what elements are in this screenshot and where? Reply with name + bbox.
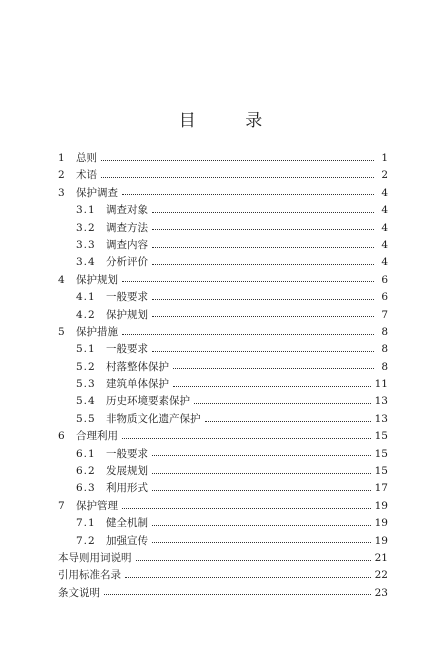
leader-dots	[152, 490, 371, 491]
leader-dots	[104, 594, 371, 595]
toc-label: 村落整体保护	[106, 360, 169, 373]
toc-page-number: 4	[381, 221, 388, 234]
toc-number: 4.2	[76, 308, 96, 321]
toc-label: 保护措施	[76, 325, 118, 338]
leader-dots	[152, 229, 374, 230]
toc-number: 4.1	[76, 291, 96, 304]
toc-subentry[interactable]	[58, 533, 388, 550]
toc-label: 加强宣传	[106, 534, 148, 547]
toc-number: 6.2	[76, 465, 96, 478]
leader-dots	[125, 577, 371, 578]
toc-appendix-entry[interactable]	[58, 585, 388, 602]
toc-page-number: 2	[381, 169, 388, 182]
toc-label: 调查方法	[106, 221, 148, 234]
leader-dots	[152, 299, 374, 300]
toc-number: 5.2	[76, 360, 96, 373]
toc-number: 5.4	[76, 395, 96, 408]
toc-subentry[interactable]	[58, 446, 388, 463]
toc-number: 5.5	[76, 412, 96, 425]
toc-page-number: 4	[381, 238, 388, 251]
toc-subentry[interactable]	[58, 237, 388, 254]
leader-dots	[122, 281, 374, 282]
toc-number: 7.2	[76, 534, 96, 547]
toc-subentry[interactable]	[58, 220, 388, 237]
leader-dots	[205, 421, 371, 422]
leader-dots	[122, 438, 371, 439]
toc-number: 3.1	[76, 204, 96, 217]
toc-label: 发展规划	[106, 465, 148, 478]
leader-dots	[173, 368, 374, 369]
toc-number: 3.2	[76, 221, 96, 234]
toc-label: 一般要求	[106, 291, 148, 304]
toc-page-number: 13	[374, 412, 388, 425]
toc-page-number: 19	[374, 499, 388, 512]
toc-entry[interactable]	[58, 167, 388, 184]
toc-page-number: 8	[381, 360, 388, 373]
toc-label: 建筑单体保护	[106, 378, 169, 391]
toc-label: 保护调查	[76, 186, 118, 199]
toc-page-number: 4	[381, 256, 388, 269]
toc-page-number: 19	[374, 534, 388, 547]
toc-number: 3.3	[76, 238, 96, 251]
toc-appendix-entry[interactable]	[58, 567, 388, 584]
toc-label: 调查对象	[106, 204, 148, 217]
toc-label: 健全机制	[106, 517, 148, 530]
toc-page-number: 6	[381, 291, 388, 304]
toc-page-number: 13	[374, 395, 388, 408]
leader-dots	[152, 247, 374, 248]
toc-number: 6	[58, 430, 65, 443]
toc-label: 调查内容	[106, 238, 148, 251]
toc-label: 术语	[76, 169, 97, 182]
toc-number: 4	[58, 273, 65, 286]
toc-label: 利用形式	[106, 482, 148, 495]
leader-dots	[122, 508, 371, 509]
leader-dots	[101, 160, 374, 161]
leader-dots	[173, 386, 371, 387]
leader-dots	[194, 403, 371, 404]
leader-dots	[152, 473, 371, 474]
toc-page-number: 19	[374, 517, 388, 530]
toc-label: 条文说明	[58, 586, 100, 599]
toc-page-number: 23	[374, 586, 388, 599]
leader-dots	[122, 194, 374, 195]
toc-label: 非物质文化遗产保护	[106, 412, 201, 425]
toc-subentry[interactable]	[58, 411, 388, 428]
toc-appendix-entry[interactable]	[58, 550, 388, 567]
leader-dots	[152, 264, 374, 265]
toc-page-number: 21	[374, 551, 388, 564]
toc-page-number: 15	[374, 447, 388, 460]
toc-number: 3	[58, 186, 65, 199]
toc-label: 分析评价	[106, 256, 148, 269]
toc-label: 引用标准名录	[58, 569, 121, 582]
toc-page-number: 17	[374, 482, 388, 495]
toc-page-number: 6	[381, 273, 388, 286]
toc-subentry[interactable]	[58, 480, 388, 497]
toc-number: 2	[58, 169, 65, 182]
toc-label: 保护规划	[106, 308, 148, 321]
leader-dots	[152, 351, 374, 352]
toc-label: 一般要求	[106, 343, 148, 356]
toc-subentry[interactable]	[58, 393, 388, 410]
toc-page-number: 11	[374, 378, 388, 391]
toc-entry[interactable]	[58, 324, 388, 341]
toc-number: 6.1	[76, 447, 96, 460]
toc-subentry[interactable]	[58, 289, 388, 306]
toc-number: 7.1	[76, 517, 96, 530]
toc-page-number: 4	[381, 204, 388, 217]
toc-entry[interactable]	[58, 272, 388, 289]
toc-subentry[interactable]	[58, 359, 388, 376]
toc-label: 保护规划	[76, 273, 118, 286]
toc-subentry[interactable]	[58, 307, 388, 324]
leader-dots	[136, 560, 371, 561]
toc-subentry[interactable]	[58, 202, 388, 219]
toc-subentry[interactable]	[58, 376, 388, 393]
leader-dots	[152, 525, 371, 526]
toc-page-number: 15	[374, 430, 388, 443]
toc-number: 5.3	[76, 378, 96, 391]
toc-label: 保护管理	[76, 499, 118, 512]
page-title: 目 录	[178, 111, 285, 131]
toc-entry[interactable]	[58, 150, 388, 167]
toc-number: 5.1	[76, 343, 96, 356]
toc-subentry[interactable]	[58, 463, 388, 480]
leader-dots	[122, 334, 374, 335]
leader-dots	[152, 542, 371, 543]
toc-label: 历史环境要素保护	[106, 395, 190, 408]
toc-number: 5	[58, 325, 65, 338]
toc-page-number: 7	[381, 308, 388, 321]
toc-entry[interactable]	[58, 428, 388, 445]
toc-number: 7	[58, 499, 65, 512]
leader-dots	[152, 316, 374, 317]
toc-label: 合理利用	[76, 430, 118, 443]
toc-page-number: 8	[381, 325, 388, 338]
toc-subentry[interactable]	[58, 341, 388, 358]
leader-dots	[152, 455, 371, 456]
leader-dots	[101, 177, 374, 178]
table-of-contents	[58, 150, 388, 602]
toc-number: 3.4	[76, 256, 96, 269]
toc-page-number: 4	[381, 186, 388, 199]
toc-number: 6.3	[76, 482, 96, 495]
toc-label: 总则	[76, 152, 97, 164]
toc-subentry[interactable]	[58, 254, 388, 271]
toc-page-number: 22	[374, 569, 388, 582]
toc-page-number: 1	[381, 152, 388, 164]
toc-subentry[interactable]	[58, 515, 388, 532]
toc-number: 1	[58, 152, 65, 164]
toc-label: 一般要求	[106, 447, 148, 460]
toc-entry[interactable]	[58, 185, 388, 202]
toc-label: 本导则用词说明	[58, 551, 132, 564]
toc-page-number: 8	[381, 343, 388, 356]
toc-entry[interactable]	[58, 498, 388, 515]
leader-dots	[152, 212, 374, 213]
toc-page-number: 15	[374, 465, 388, 478]
